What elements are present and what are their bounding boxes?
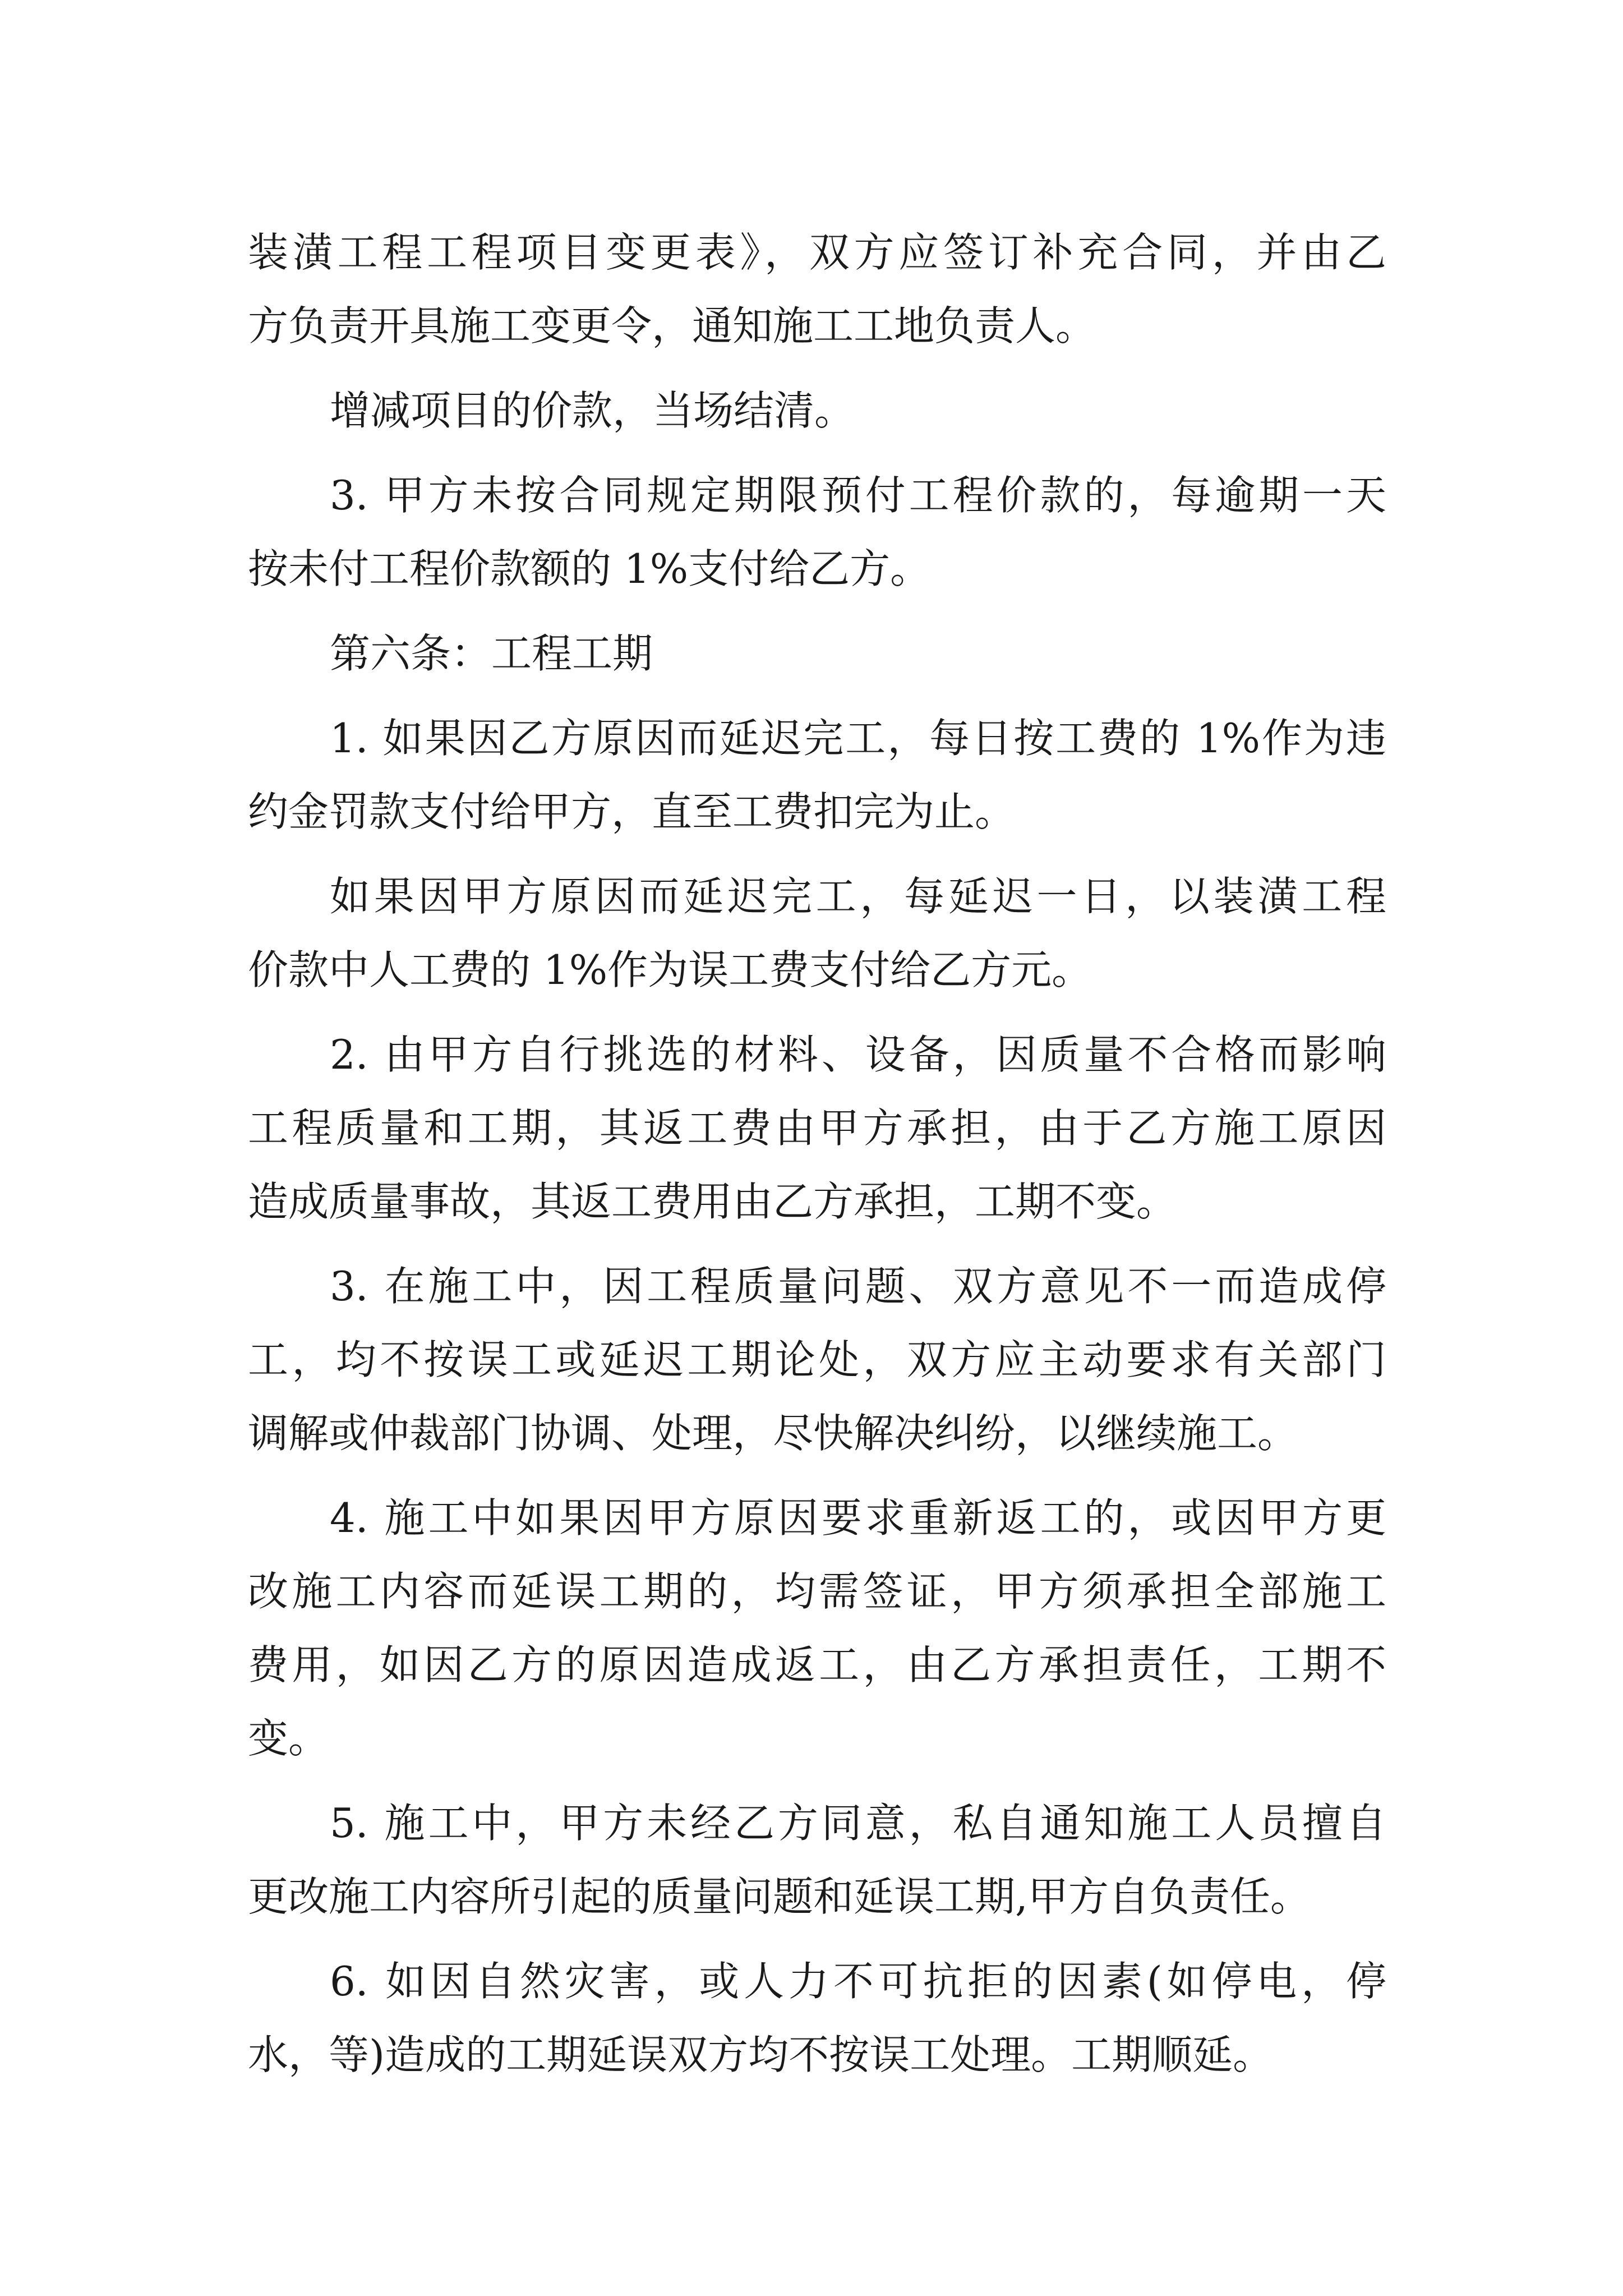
text-line: 更改施工内容所引起的质量问题和延误工期,甲方自负责任。 <box>248 1873 1311 1920</box>
text-line: 水，等)造成的工期延误双方均不按误工处理。工期顺延。 <box>248 2031 1274 2078</box>
paragraph-line: 2. 由甲方自行挑选的材料、设备，因质量不合格而影响 <box>330 1031 1386 1078</box>
paragraph-line: 如果因甲方原因而延迟完工，每延迟一日，以装潢工程 <box>330 873 1386 920</box>
paragraph-line: 5. 施工中，甲方未经乙方同意，私自通知施工人员擅自 <box>330 1800 1386 1847</box>
text-line: 费用，如因乙方的原因造成返工，由乙方承担责任，工期不 <box>248 1641 1386 1688</box>
text-line: 方负责开具施工变更令，通知施工工地负责人。 <box>248 302 1096 349</box>
text-line: 装潢工程工程项目变更表》，双方应签订补充合同，并由乙 <box>248 229 1386 276</box>
document-body <box>248 216 1386 2092</box>
paragraph-line: 6. 如因自然灾害，或人力不可抗拒的因素(如停电，停 <box>330 1958 1386 2005</box>
paragraph-line: 3. 甲方未按合同规定期限预付工程价款的，每逾期一天 <box>330 472 1386 519</box>
text-line: 工程质量和工期，其返工费由甲方承担，由于乙方施工原因 <box>248 1105 1386 1152</box>
text-line: 工，均不按误工或延迟工期论处，双方应主动要求有关部门 <box>248 1336 1386 1383</box>
section-heading: 第六条：工程工期 <box>330 630 653 677</box>
paragraph-line: 3. 在施工中，因工程质量问题、双方意见不一而造成停 <box>330 1263 1386 1310</box>
text-line: 改施工内容而延误工期的，均需签证，甲方须承担全部施工 <box>248 1568 1386 1615</box>
text-line: 约金罚款支付给甲方，直至工费扣完为止。 <box>248 788 1016 835</box>
text-line: 调解或仲裁部门协调、处理，尽快解决纠纷，以继续施工。 <box>248 1410 1298 1457</box>
text-line: 按未付工程价款额的 1%支付给乙方。 <box>248 545 931 592</box>
paragraph-line: 4. 施工中如果因甲方原因要求重新返工的，或因甲方更 <box>330 1494 1386 1542</box>
text-line: 价款中人工费的 1%作为误工费支付给乙方元。 <box>248 946 1092 993</box>
text-line: 变。 <box>248 1715 329 1762</box>
paragraph-line: 1. 如果因乙方原因而延迟完工，每日按工费的 1%作为违 <box>330 715 1386 762</box>
paragraph-line: 增减项目的价款，当场结清。 <box>330 387 855 434</box>
text-line: 造成质量事故，其返工费用由乙方承担，工期不变。 <box>248 1178 1177 1225</box>
